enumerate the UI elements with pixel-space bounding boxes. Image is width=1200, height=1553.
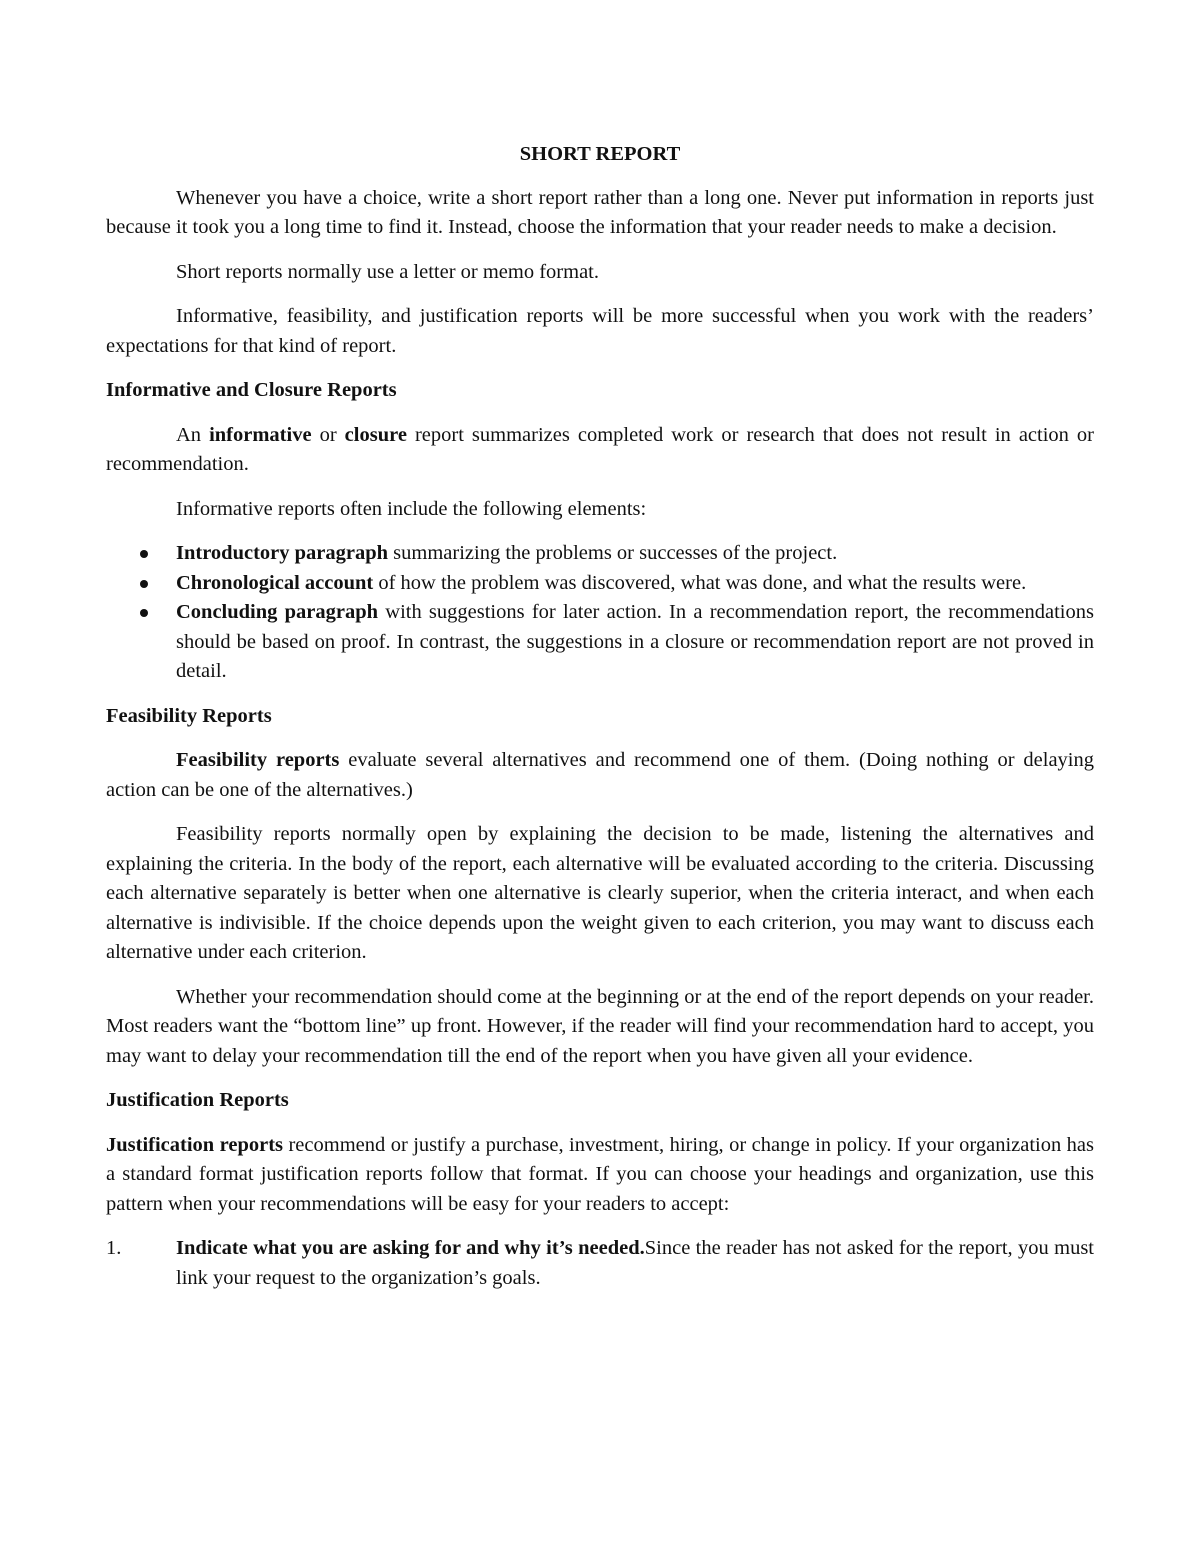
bullet-icon	[140, 609, 148, 617]
list-item-term: Indicate what you are asking for and why it’s needed.	[176, 1237, 645, 1259]
bullet-icon	[140, 580, 148, 588]
text-run: recommend or justify a purchase, investment, hiring, or change in policy. If your organization has a standard format justification reports follow that format. If you can choose your headings and organization, use this pattern when your recommendations will be easy for your readers to accept:	[106, 1133, 1095, 1215]
text-run: An	[176, 423, 210, 446]
intro-paragraph-3: Informative, feasibility, and justification reports will be more successful when you work with the readers’ expectations for that kind of report.	[106, 305, 1094, 357]
section-heading-justification: Justification Reports	[106, 1089, 289, 1111]
list-item	[106, 569, 1094, 599]
informative-paragraph-1	[106, 421, 1094, 480]
informative-bullet-list	[106, 539, 1094, 687]
list-item-term: Chronological account	[176, 571, 374, 594]
feasibility-paragraph-2: Feasibility reports normally open by explaining the decision to be made, listening the alternatives and explaining the criteria. In the body of the report, each alternative will be evaluated according to the criteria. Discussing each alternative separately is better when one alternative is clearly superior, when the criteria interact, and when each alternative is indivisible. If the choice depends upon the weight given to each criterion, you may want to discuss each alternative under each criterion.	[106, 823, 1094, 963]
text-run: evaluate several alternatives and recommend one of them. (Doing nothing or delaying action can be one of the alternatives.)	[106, 749, 1094, 801]
list-item-text: of how the problem was discovered, what was done, and what the results were.	[373, 571, 1027, 594]
document-page	[106, 140, 1094, 1293]
text-run: or	[311, 423, 345, 446]
section-heading-informative: Informative and Closure Reports	[106, 379, 397, 401]
intro-paragraph-2: Short reports normally use a letter or memo format.	[176, 260, 599, 283]
list-item-term: Concluding paragraph	[176, 601, 379, 623]
bold-term-informative: informative	[209, 423, 312, 446]
page-title: SHORT REPORT	[519, 143, 681, 165]
bold-term-feasibility: Feasibility reports	[176, 749, 340, 771]
bold-term-justification: Justification reports	[106, 1133, 284, 1156]
text-run: report summarizes completed work or research that does not result in action or recommendation.	[106, 423, 1095, 475]
informative-paragraph-2: Informative reports often include the following elements:	[176, 497, 647, 520]
list-item-text: summarizing the problems or successes of the project.	[388, 542, 838, 564]
list-item	[106, 598, 1094, 687]
bold-term-closure: closure	[344, 423, 407, 446]
intro-paragraph-1: Whenever you have a choice, write a short report rather than a long one. Never put information in reports just because it took you a long time to find it. Instead, choose the information that your reader needs to make a decision.	[106, 186, 1094, 238]
justification-paragraph-1	[106, 1131, 1094, 1220]
list-item	[106, 539, 1094, 569]
list-item-text: with suggestions for later action. In a recommendation report, the recommendations should be based on proof. In contrast, the suggestions in a closure or recommendation report are not proved in detail.	[176, 601, 1094, 682]
feasibility-paragraph-3: Whether your recommendation should come at the beginning or at the end of the report depends on your reader. Most readers want the “bottom line” up front. However, if the reader will find your recommendation hard to accept, you may want to delay your recommendation till the end of the report when you have given all your evidence.	[106, 985, 1094, 1067]
justification-numbered-list	[106, 1234, 1094, 1293]
list-item	[106, 1234, 1094, 1293]
feasibility-paragraph-1	[106, 746, 1094, 805]
bullet-icon	[140, 550, 148, 558]
list-item-term: Introductory paragraph	[176, 542, 389, 564]
section-heading-feasibility: Feasibility Reports	[106, 704, 272, 727]
list-item-number: 1.	[106, 1237, 122, 1259]
list-item-text: Since the reader has not asked for the report, you must link your request to the organization’s goals.	[176, 1237, 1094, 1289]
